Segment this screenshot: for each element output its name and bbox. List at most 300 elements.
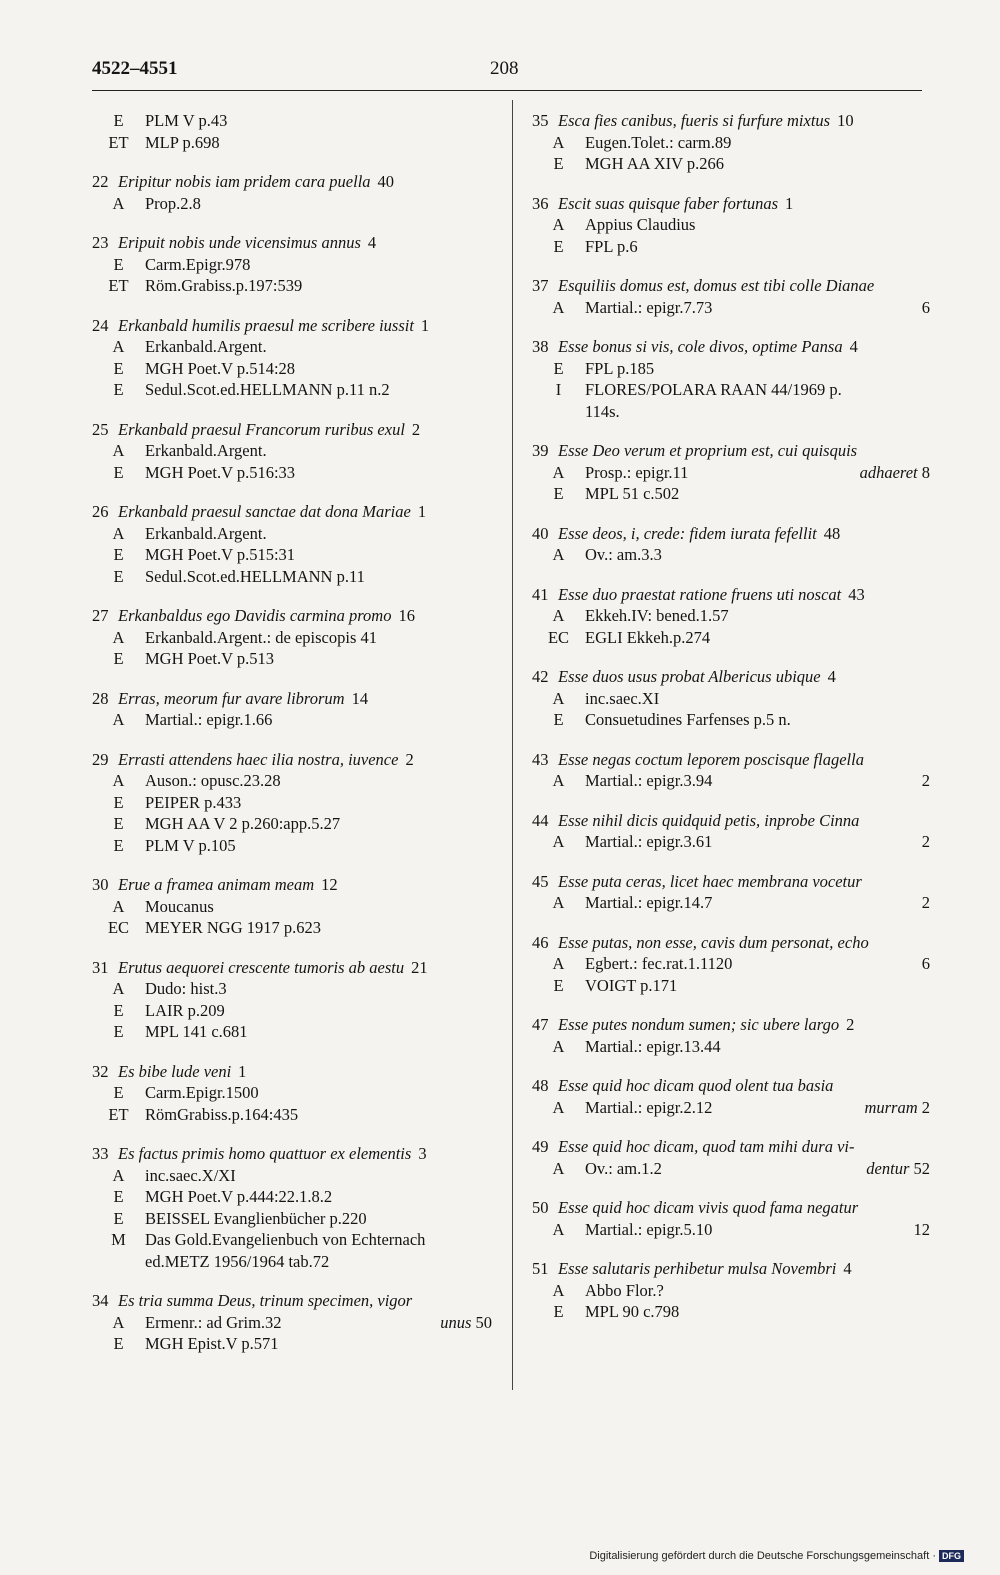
continuation-word: adhaeret <box>859 462 918 482</box>
reference-text: MGH Poet.V p.515:31 <box>145 545 296 564</box>
reference-row <box>92 523 492 545</box>
footer <box>589 1550 964 1562</box>
line-count: 48 <box>823 523 841 543</box>
line-count: 2 <box>921 893 930 912</box>
entry-number: 24 <box>92 315 109 335</box>
reference-row <box>92 1000 492 1022</box>
reference-text: MEYER NGG 1917 p.623 <box>145 918 321 937</box>
reference-code: E <box>113 1083 124 1102</box>
entry-heading <box>92 1290 492 1312</box>
entry-heading <box>532 749 930 771</box>
reference-text: Prosp.: epigr.11 <box>585 462 689 482</box>
line-count: 16 <box>398 606 415 625</box>
reference-row <box>532 1036 930 1058</box>
reference-row <box>92 336 492 358</box>
reference-text: Martial.: epigr.7.73 <box>585 297 713 317</box>
reference-code: EC <box>547 627 570 647</box>
incipit-text: Esse deos, i, crede: fidem iurata fefellit <box>558 523 817 543</box>
reference-text: inc.saec.X/XI <box>145 1165 236 1185</box>
entry-number: 43 <box>532 749 549 769</box>
reference-row <box>532 379 930 401</box>
reference-code: E <box>553 154 564 173</box>
entry-heading <box>92 419 492 441</box>
reference-code: E <box>553 710 564 729</box>
reference-code: EC <box>107 918 130 937</box>
reference-code: ET <box>108 132 129 152</box>
reference-code: E <box>113 1187 124 1206</box>
incipit-text: Erkanbald praesul sanctae dat dona Mariae <box>118 502 411 521</box>
reference-row <box>92 896 492 918</box>
reference-row <box>532 132 930 154</box>
reference-text: PLM V p.105 <box>145 835 236 855</box>
incipit-text: Esse salutaris perhibetur mulsa Novembri <box>558 1259 837 1278</box>
reference-text: Erkanbald.Argent. <box>145 441 267 460</box>
entry-number: 35 <box>532 111 549 130</box>
entry-heading <box>92 874 492 896</box>
reference-text: LAIR p.209 <box>145 1000 225 1020</box>
reference-text: Dudo: hist.3 <box>145 979 227 998</box>
entry-range: 4522–4551 <box>92 58 178 79</box>
entry-heading <box>92 605 492 627</box>
line-continuation <box>856 1097 930 1119</box>
reference-row <box>532 709 930 731</box>
line-continuation <box>914 831 930 853</box>
entry-heading <box>92 315 492 337</box>
incipit-text: Esca fies canibus, fueris si furfure mixtus <box>558 111 831 130</box>
list-item <box>532 336 930 422</box>
reference-text: Appius Claudius <box>585 215 696 234</box>
reference-code: E <box>553 975 564 995</box>
reference-row <box>92 1104 492 1126</box>
entry-number: 51 <box>532 1259 549 1278</box>
continuation-word: unus <box>440 1312 472 1332</box>
list-item <box>532 1075 930 1118</box>
reference-row <box>532 975 930 997</box>
incipit-text: Erras, meorum fur avare librorum <box>118 688 345 708</box>
entry-number: 48 <box>532 1076 549 1095</box>
reference-row <box>532 1219 930 1241</box>
list-item <box>532 584 930 649</box>
entry-number: 44 <box>532 810 549 830</box>
list-item <box>92 1290 492 1355</box>
reference-row <box>92 193 492 215</box>
entry-heading <box>92 1143 492 1165</box>
line-continuation <box>852 462 930 484</box>
reference-code: A <box>552 297 565 317</box>
reference-row <box>92 770 492 792</box>
list-item <box>532 1197 930 1240</box>
reference-code: E <box>113 566 124 586</box>
reference-code: I <box>555 380 562 399</box>
reference-text: Röm.Grabiss.p.197:539 <box>145 276 303 295</box>
entry-number: 38 <box>532 337 549 356</box>
reference-text: 114s. <box>585 401 620 421</box>
reference-code: A <box>112 1312 125 1332</box>
entry-number: 26 <box>92 502 109 521</box>
reference-row <box>532 153 930 175</box>
reference-text: Ov.: am.1.2 <box>585 1158 662 1178</box>
list-item <box>92 171 492 214</box>
list-item <box>92 749 492 857</box>
reference-text: BEISSEL Evanglienbücher p.220 <box>145 1208 367 1228</box>
reference-text: Moucanus <box>145 896 214 916</box>
reference-code: E <box>113 649 124 668</box>
reference-text: PEIPER p.433 <box>145 792 242 812</box>
line-count: 3 <box>418 1144 427 1163</box>
reference-text: Erkanbald.Argent. <box>145 337 267 356</box>
reference-code: E <box>553 484 564 503</box>
list-item <box>92 232 492 297</box>
reference-row <box>92 1165 492 1187</box>
reference-code: E <box>113 1022 124 1041</box>
reference-text: Martial.: epigr.3.61 <box>585 832 713 851</box>
reference-text: RömGrabiss.p.164:435 <box>145 1104 299 1124</box>
entry-heading <box>532 440 930 462</box>
entry-heading <box>532 110 930 132</box>
reference-text: Sedul.Scot.ed.HELLMANN p.11 <box>145 566 365 586</box>
reference-row <box>92 648 492 670</box>
reference-row <box>532 462 930 484</box>
entry-number: 29 <box>92 749 109 769</box>
dfg-logo: DFG <box>939 1550 964 1562</box>
reference-text: Erkanbald.Argent.: de episcopis 41 <box>145 627 378 647</box>
reference-row <box>92 627 492 649</box>
reference-row <box>92 462 492 484</box>
reference-text: Erkanbald.Argent. <box>145 523 267 543</box>
reference-code: A <box>552 893 565 912</box>
reference-text: Carm.Epigr.978 <box>145 254 251 274</box>
line-count: 2 <box>846 1015 855 1034</box>
list-item <box>92 110 492 153</box>
list-item <box>92 688 492 731</box>
page-number: 208 <box>490 58 519 79</box>
list-item <box>92 1061 492 1126</box>
reference-row <box>92 1251 492 1273</box>
line-count: 4 <box>849 337 858 356</box>
reference-text: MPL 51 c.502 <box>585 484 680 503</box>
list-item <box>92 957 492 1043</box>
reference-code: A <box>552 1219 565 1239</box>
reference-text: MGH Poet.V p.516:33 <box>145 462 296 482</box>
reference-code: A <box>112 193 125 213</box>
reference-text: Martial.: epigr.14.7 <box>585 893 713 912</box>
line-count: 8 <box>921 462 930 482</box>
incipit-text: Esse Deo verum et proprium est, cui quisquis <box>558 441 858 460</box>
reference-row <box>92 132 492 154</box>
reference-row <box>532 953 930 975</box>
incipit-text: Escit suas quisque faber fortunas <box>558 193 779 213</box>
entry-heading <box>92 688 492 710</box>
reference-row <box>92 275 492 297</box>
entry-number: 28 <box>92 688 109 708</box>
reference-row <box>532 1280 930 1302</box>
reference-row <box>532 892 930 914</box>
entry-heading <box>532 666 930 688</box>
reference-code: A <box>112 627 125 647</box>
reference-code: A <box>112 896 125 916</box>
reference-row <box>92 379 492 401</box>
continuation-word: murram <box>864 1097 918 1117</box>
reference-text: Ermenr.: ad Grim.32 <box>145 1312 282 1332</box>
incipit-text: Esquiliis domus est, domus est tibi colle Dianae <box>558 276 875 295</box>
reference-row <box>92 1021 492 1043</box>
list-item <box>532 932 930 997</box>
list-item <box>92 501 492 587</box>
entry-heading <box>532 1014 930 1036</box>
reference-row <box>532 627 930 649</box>
reference-code: E <box>113 254 124 274</box>
reference-code: E <box>113 835 124 855</box>
reference-row <box>532 1301 930 1323</box>
entry-heading <box>92 749 492 771</box>
reference-row <box>532 770 930 792</box>
reference-code: A <box>552 606 565 625</box>
reference-row <box>532 544 930 566</box>
reference-code: A <box>112 337 125 356</box>
reference-code: E <box>553 358 564 378</box>
list-item <box>532 440 930 505</box>
right-column <box>532 110 930 1341</box>
entry-heading <box>92 501 492 523</box>
reference-row <box>92 792 492 814</box>
reference-row <box>92 566 492 588</box>
line-count: 2 <box>921 771 930 790</box>
reference-code <box>532 401 585 423</box>
reference-text: PLM V p.43 <box>145 111 228 130</box>
reference-row <box>532 483 930 505</box>
incipit-text: Erkanbaldus ego Davidis carmina promo <box>118 606 392 625</box>
entry-number: 36 <box>532 193 549 213</box>
reference-row <box>532 214 930 236</box>
list-item <box>532 523 930 566</box>
reference-text: MGH AA V 2 p.260:app.5.27 <box>145 814 341 833</box>
line-continuation <box>432 1312 492 1334</box>
reference-row <box>532 297 930 319</box>
reference-text: Ov.: am.3.3 <box>585 545 662 564</box>
reference-row <box>92 835 492 857</box>
reference-code: A <box>552 688 565 708</box>
reference-code: A <box>112 710 125 729</box>
reference-text: Sedul.Scot.ed.HELLMANN p.11 n.2 <box>145 380 390 399</box>
incipit-text: Erkanbald humilis praesul me scribere iussit <box>118 315 414 335</box>
line-count: 6 <box>921 297 930 317</box>
list-item <box>532 666 930 731</box>
reference-code: A <box>112 771 125 790</box>
reference-text: MPL 141 c.681 <box>145 1022 248 1041</box>
reference-text: Carm.Epigr.1500 <box>145 1083 259 1102</box>
entry-number: 27 <box>92 606 109 625</box>
list-item <box>92 315 492 401</box>
line-count: 1 <box>238 1061 247 1081</box>
reference-text: VOIGT p.171 <box>585 975 678 995</box>
line-count: 4 <box>827 667 836 686</box>
incipit-text: Esse putes nondum sumen; sic ubere largo <box>558 1015 840 1034</box>
reference-code: E <box>113 1208 124 1228</box>
incipit-text: Eripitur nobis iam pridem cara puella <box>118 172 371 191</box>
reference-code: M <box>111 1230 126 1249</box>
entry-heading <box>532 275 930 297</box>
left-column <box>92 110 492 1373</box>
reference-code: ET <box>108 1104 129 1124</box>
entry-number: 32 <box>92 1061 109 1081</box>
entry-heading <box>532 193 930 215</box>
footer-text: Digitalisierung gefördert durch die Deutsche Forschungsgemeinschaft · <box>589 1550 936 1562</box>
reference-text: Abbo Flor.? <box>585 1280 664 1300</box>
reference-code: A <box>552 1158 565 1178</box>
incipit-text: Esse putas, non esse, cavis dum personat, echo <box>558 932 869 952</box>
line-count: 14 <box>351 688 369 708</box>
reference-code: E <box>113 1000 124 1020</box>
incipit-text: Erkanbald praesul Francorum ruribus exul <box>118 419 405 439</box>
reference-text: Martial.: epigr.2.12 <box>585 1097 713 1117</box>
line-continuation <box>914 297 930 319</box>
line-count: 10 <box>837 111 854 130</box>
incipit-text: Erue a framea animam meam <box>118 875 315 894</box>
incipit-text: Esse bonus si vis, cole divos, optime Pansa <box>558 337 843 356</box>
entry-heading <box>532 336 930 358</box>
reference-row <box>532 236 930 258</box>
column-divider <box>512 100 513 1390</box>
entry-number: 41 <box>532 584 549 604</box>
list-item <box>532 1258 930 1323</box>
reference-text: Prop.2.8 <box>145 193 201 213</box>
reference-code: E <box>553 236 564 256</box>
entry-number: 30 <box>92 875 109 894</box>
line-continuation <box>858 1158 930 1180</box>
list-item <box>92 1143 492 1272</box>
reference-row <box>92 813 492 835</box>
list-item <box>92 874 492 939</box>
list-item <box>532 871 930 914</box>
reference-text: MGH Poet.V p.514:28 <box>145 358 296 378</box>
reference-text: Das Gold.Evangelienbuch von Echternach <box>145 1230 426 1249</box>
reference-code: A <box>552 954 565 973</box>
entry-number: 39 <box>532 441 549 460</box>
reference-code: A <box>552 215 565 234</box>
entry-number: 23 <box>92 233 109 252</box>
reference-text: Eugen.Tolet.: carm.89 <box>585 132 732 152</box>
continuation-word: dentur <box>866 1158 910 1178</box>
entry-heading <box>532 1258 930 1280</box>
line-count: 2 <box>921 1097 930 1117</box>
entry-number: 46 <box>532 932 549 952</box>
reference-text: FPL p.6 <box>585 236 638 256</box>
reference-row <box>92 110 492 132</box>
reference-row <box>92 1333 492 1355</box>
reference-code: A <box>552 1097 565 1117</box>
incipit-text: Esse puta ceras, licet haec membrana vocetur <box>558 871 862 891</box>
entry-number: 31 <box>92 957 109 977</box>
reference-code: A <box>552 132 565 152</box>
reference-text: Consuetudines Farfenses p.5 n. <box>585 710 791 729</box>
reference-row <box>532 1158 930 1180</box>
entry-number: 50 <box>532 1198 549 1217</box>
reference-code: A <box>112 523 125 543</box>
line-count: 52 <box>913 1158 930 1178</box>
incipit-text: Esse quid hoc dicam quod olent tua basia <box>558 1076 834 1095</box>
reference-row <box>92 254 492 276</box>
list-item <box>532 193 930 258</box>
incipit-text: Esse negas coctum leporem poscisque flagella <box>558 749 864 769</box>
line-count: 12 <box>321 875 338 894</box>
list-item <box>532 1014 930 1057</box>
reference-text: EGLI Ekkeh.p.274 <box>585 627 711 647</box>
incipit-text: Esse duo praestat ratione fruens uti noscat <box>558 584 842 604</box>
entry-heading <box>532 810 930 832</box>
entry-number: 33 <box>92 1144 109 1163</box>
reference-code: E <box>113 358 124 378</box>
line-count: 2 <box>921 832 930 851</box>
reference-code: E <box>113 462 124 482</box>
line-continuation <box>906 1219 931 1241</box>
reference-code: A <box>112 979 125 998</box>
reference-text: MGH AA XIV p.266 <box>585 154 725 173</box>
reference-row <box>532 401 930 423</box>
entry-number: 25 <box>92 419 109 439</box>
incipit-text: Es factus primis homo quattuor ex elementis <box>118 1144 412 1163</box>
entry-heading <box>532 1136 930 1158</box>
entry-heading <box>532 932 930 954</box>
list-item <box>532 810 930 853</box>
incipit-text: Esse quid hoc dicam, quod tam mihi dura vi- <box>558 1137 855 1156</box>
reference-code: A <box>552 545 565 564</box>
incipit-text: Esse quid hoc dicam vivis quod fama negatur <box>558 1198 859 1217</box>
line-count: 40 <box>377 172 395 191</box>
entry-heading <box>532 871 930 893</box>
entry-heading <box>532 1197 930 1219</box>
reference-row <box>92 358 492 380</box>
entry-number: 47 <box>532 1015 549 1034</box>
list-item <box>532 749 930 792</box>
entry-number: 40 <box>532 523 549 543</box>
reference-row <box>532 1097 930 1119</box>
reference-row <box>92 978 492 1000</box>
reference-code: E <box>553 1302 564 1321</box>
incipit-text: Errasti attendens haec ilia nostra, iuvence <box>118 749 399 769</box>
reference-text: MGH Epist.V p.571 <box>145 1334 279 1353</box>
line-count: 6 <box>921 954 930 973</box>
reference-row <box>92 440 492 462</box>
reference-code: A <box>552 1280 565 1300</box>
reference-row <box>92 1186 492 1208</box>
reference-code: A <box>112 441 125 460</box>
entry-number: 45 <box>532 871 549 891</box>
line-count: 43 <box>848 584 865 604</box>
reference-code: A <box>552 1036 565 1056</box>
reference-text: Martial.: epigr.1.66 <box>145 710 273 729</box>
line-count: 4 <box>367 233 377 252</box>
page-header <box>92 58 922 91</box>
reference-row <box>92 709 492 731</box>
reference-text: MGH Poet.V p.444:22.1.8.2 <box>145 1187 333 1206</box>
reference-text: Ekkeh.IV: bened.1.57 <box>585 606 729 625</box>
reference-row <box>532 605 930 627</box>
reference-code: A <box>552 771 565 790</box>
incipit-text: Es tria summa Deus, trinum specimen, vigor <box>118 1291 413 1310</box>
reference-text: MPL 90 c.798 <box>585 1302 680 1321</box>
incipit-text: Erutus aequorei crescente tumoris ab aestu <box>118 957 405 977</box>
list-item <box>92 419 492 484</box>
reference-code: E <box>113 111 124 130</box>
line-continuation <box>914 892 930 914</box>
reference-code: A <box>112 1165 125 1185</box>
reference-text: Auson.: opusc.23.28 <box>145 771 281 790</box>
list-item <box>532 1136 930 1179</box>
reference-code: E <box>113 545 124 564</box>
entry-heading <box>532 1075 930 1097</box>
incipit-text: Es bibe lude veni <box>118 1061 232 1081</box>
reference-code: E <box>113 380 124 399</box>
